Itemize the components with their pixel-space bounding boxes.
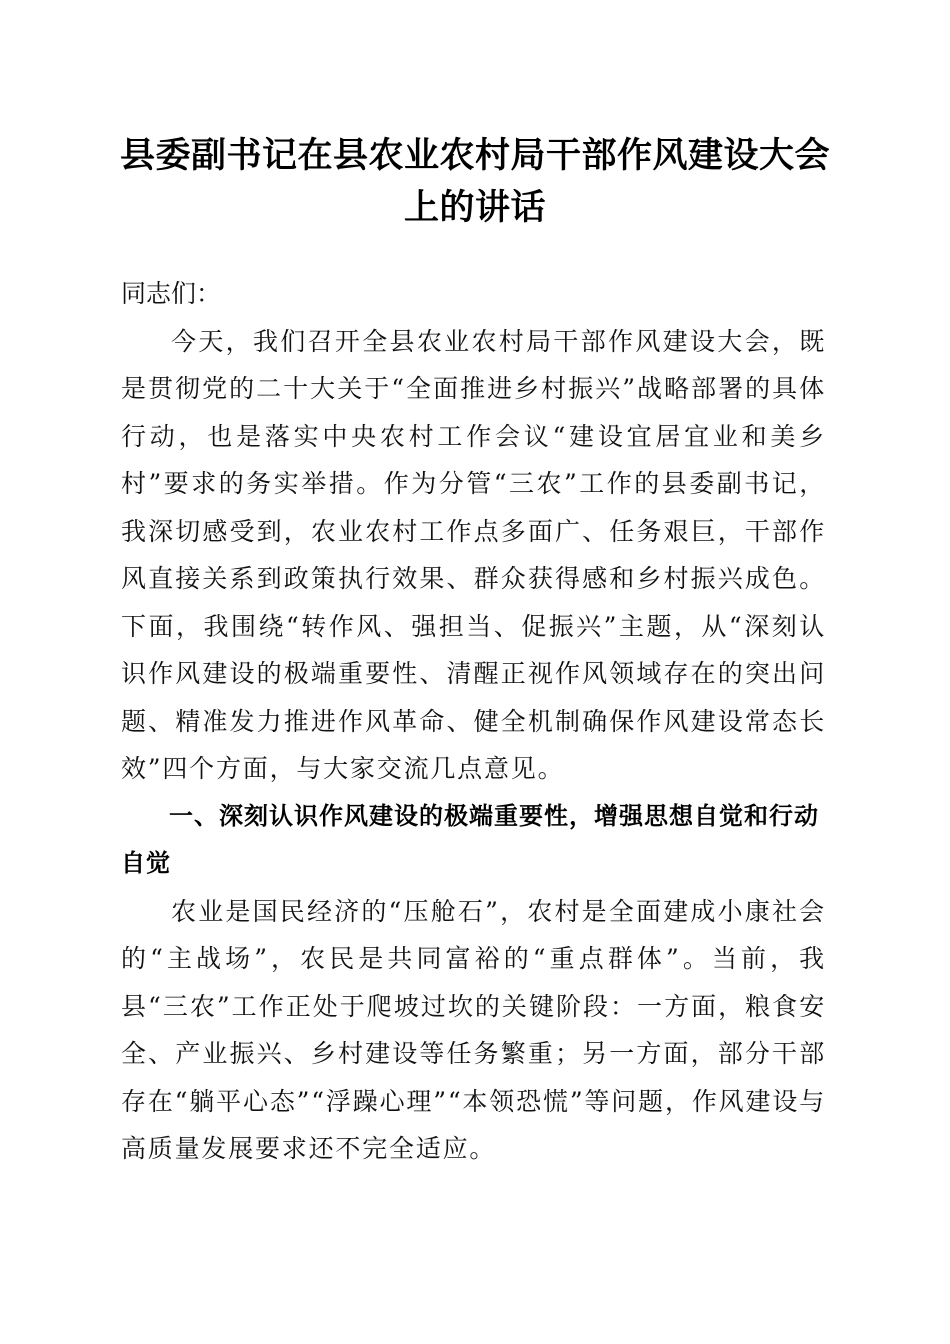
section-heading-1: 一、深刻认识作风建设的极端重要性，增强思想自觉和行动自觉 [121, 801, 819, 877]
section-1-paragraph: 农业是国民经济的“压舱石”，农村是全面建成小康社会的“主战场”，农民是共同富裕的“重点群体”。当前，我县“三农”工作正处于爬坡过坎的关键阶段：一方面，粮食安全、产业振兴、乡村建设等任务繁重；另一方面，部分干部存在“躺平心态”“浮躁心理”“本领恐慌”等问题，作风建设与高质量发展要求还不完全适应。 [121, 896, 826, 1163]
intro-paragraph: 今天，我们召开全县农业农村局干部作风建设大会，既是贯彻党的二十大关于“全面推进乡村振兴”战略部署的具体行动，也是落实中央农村工作会议“建设宜居宜业和美乡村”要求的务实举措。作为分管“三农”工作的县委副书记，我深切感受到，农业农村工作点多面广、任务艰巨，干部作风直接关系到政策执行效果、群众获得感和乡村振兴成色。下面，我围绕“转作风、强担当、促振兴”主题，从“深刻认识作风建设的极端重要性、清醒正视作风领域存在的突出问题、精准发力推进作风革命、健全机制确保作风建设常态长效”四个方面，与大家交流几点意见。 [121, 326, 826, 783]
document-body [121, 270, 826, 1173]
document-title: 县委副书记在县农业农村局干部作风建设大会上的讲话 [119, 135, 830, 228]
salutation: 同志们： [121, 279, 222, 308]
